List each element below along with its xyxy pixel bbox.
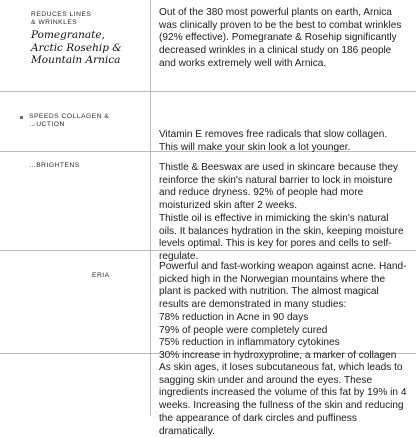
benefit-heading: Pomegranate, Arctic Rosehip & Mountain Arnica	[31, 29, 122, 66]
benefit-row-bacteria	[0, 251, 416, 361]
benefit-label: SPEEDS COLLAGEN & …UCTION	[29, 113, 110, 128]
benefit-row-eyes	[0, 354, 416, 437]
description-paragraph: Thistle oil is effective in mimicking the skin's natural oils. It balances hydration in the skin, keeping moisture levels optimal. This is key for pores and cells to self-regulate.	[159, 212, 404, 262]
benefit-label: REDUCES LINES & WRINKLES	[31, 11, 92, 26]
description-paragraph: As skin ages, it loses subcutaneous fat, which leads to sagging skin under and around the eyes. These ingredients increased the volume of this fat by 19% in 4 weeks. Increasing the fullness of the skin and reducing the appearance of dark circles and puffiness dramatically.	[159, 362, 407, 437]
description-paragraph: Out of the 380 most powerful plants on earth, Arnica was clinically proven to be the best to combat wrinkles (92% effective). Pomegranate & Rosehip significantly decreased wrinkles in a clinical study on 186 people and works extremely well with Arnica.	[159, 7, 402, 69]
benefit-description	[151, 92, 416, 151]
benefit-description	[151, 251, 416, 361]
benefit-row-brightens	[0, 152, 416, 262]
benefit-row-collagen	[0, 92, 416, 152]
benefit-label-cell	[0, 354, 151, 416]
benefit-label-cell	[0, 0, 151, 91]
benefit-label-cell	[0, 251, 151, 353]
stat-line: 75% reduction in inflammatory cytokines	[159, 337, 340, 349]
benefit-label-cell	[0, 152, 151, 250]
stat-line: 30% increase in hydroxyproline, a marker of collagen	[159, 349, 397, 361]
benefit-description	[151, 0, 416, 91]
benefit-description	[151, 354, 416, 437]
description-paragraph: Powerful and fast-working weapon against acne. Hand-picked high in the Norwegian mountains where the plant is packed with nutrition. The almost magical results are demonstrated in many studies:	[159, 261, 407, 311]
benefit-row-wrinkles	[0, 0, 416, 92]
bullet-dot-icon	[20, 116, 23, 119]
description-paragraph: Vitamin E removes free radicals that slow collagen. This will make your skin look a lot younger.	[159, 129, 388, 153]
benefit-label: ERIA	[92, 272, 110, 279]
benefit-label: …BRIGHTENS	[29, 162, 80, 169]
benefit-label-cell	[0, 92, 151, 151]
benefit-description	[151, 152, 416, 262]
stat-line: 78% reduction in Acne in 90 days	[159, 311, 309, 323]
description-paragraph: Thistle & Beeswax are used in skincare because they reinforce the skin's natural barrier to lock in moisture and reduce dryness. 92% of people had more moisturized skin after 2 weeks.	[159, 162, 399, 212]
stat-line: 79% of people were completely cured	[159, 324, 328, 336]
